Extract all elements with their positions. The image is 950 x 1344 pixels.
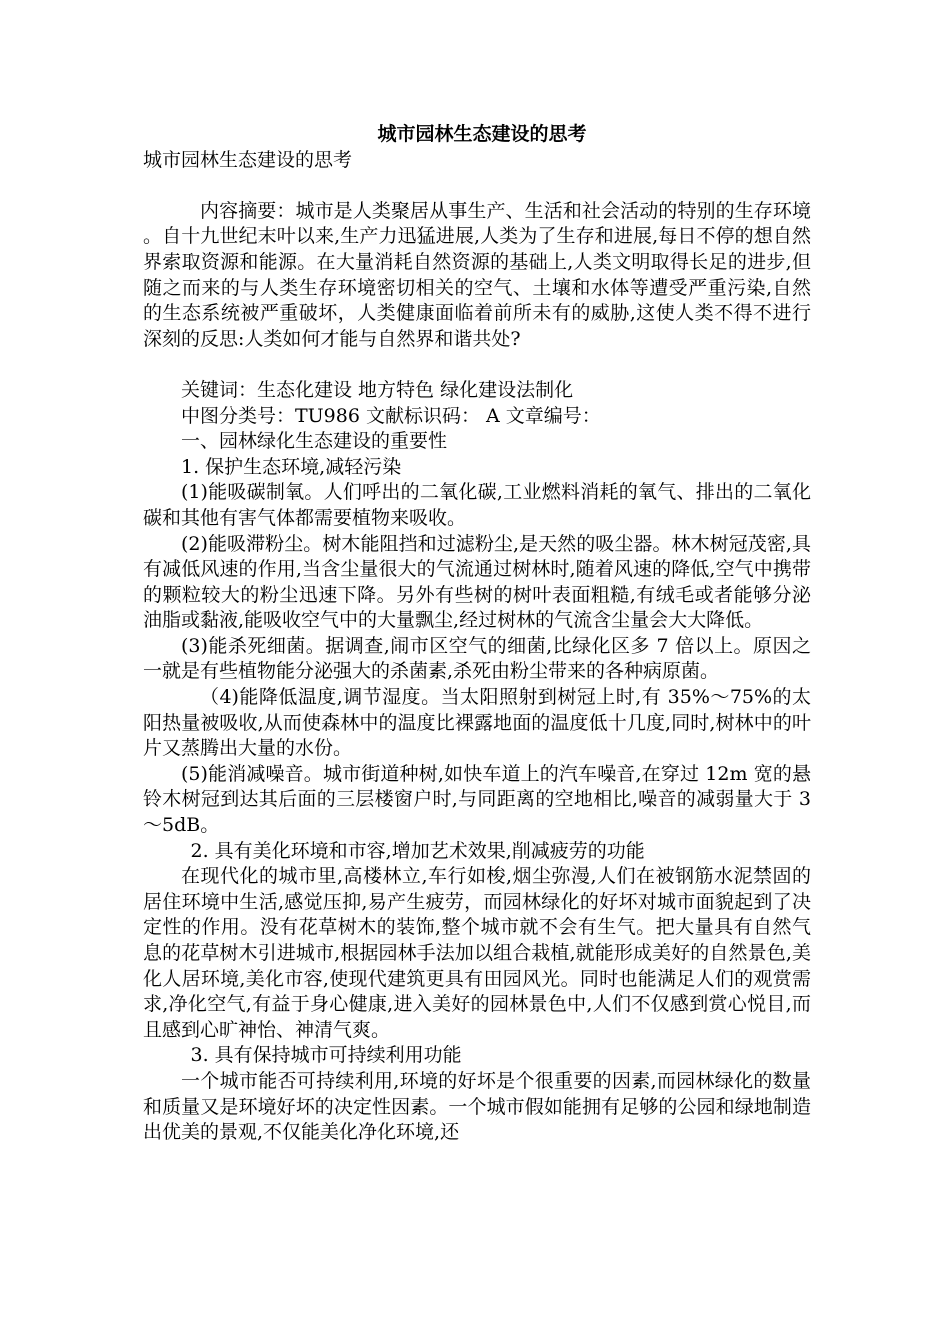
body-paragraph-4: （4)能降低温度,调节湿度。当太阳照射到树冠上时,有 35%～75%的太阳热量被吸收,从而使森林中的温度比裸露地面的温度低十几度,同时,树林中的叶片又蒸腾出大量的水份。 <box>143 686 811 760</box>
abstract-paragraph: 内容摘要：城市是人类聚居从事生产、生活和社会活动的特别的生存环境。自十九世纪末叶以来,生产力迅猛进展,人类为了生存和进展,每日不停的想自然界索取资源和能源。在大量消耗自然资源的基础上,人类文明取得长足的进步,但随之而来的与人类生存环境密切相关的空气、土壤和水体等遭受严重污染,自然的生态系统被严重破坏，人类健康面临着前所未有的威胁,这使人类不得不进行深刻的反思:人类如何才能与自然界和谐共处? <box>143 199 811 350</box>
spacer <box>143 352 811 378</box>
document-subtitle: 城市园林生态建设的思考 <box>143 148 353 171</box>
body-paragraph-5: (5)能消减噪音。城市街道种树,如快车道上的汽车噪音,在穿过 12m 宽的悬铃木树冠到达其后面的三层楼窗户时,与同距离的空地相比,噪音的减弱量大于 3～5dB。 <box>143 762 811 837</box>
body-paragraph-1: (1)能吸碳制氧。人们呼出的二氧化碳,工业燃料消耗的氧气、排出的二氧化碳和其他有害气体都需要植物来吸收。 <box>143 481 811 529</box>
subsection-heading-3: 3. 具有保持城市可持续利用功能 <box>190 1044 462 1067</box>
document-page <box>143 122 811 1146</box>
classification-line: 中图分类号：TU986 文献标识码： A 文章编号： <box>181 404 601 427</box>
body-paragraph-2: (2)能吸滞粉尘。树木能阻挡和过滤粉尘,是天然的吸尘器。林木树冠茂密,具有减低风速的作用,当含尘量很大的气流通过树林时,随着风速的降低,空气中携带的颗粒较大的粉尘迅速下降。另外有些树的树叶表面粗糙,有绒毛或者能够分泌油脂或黏液,能吸收空气中的大量飘尘,经过树林的气流含尘量会大大降低。 <box>143 532 811 632</box>
keywords-line: 关键词：生态化建设 地方特色 绿化建设法制化 <box>181 378 574 401</box>
body-paragraph-3: (3)能杀死细菌。据调查,闹市区空气的细菌,比绿化区多 7 倍以上。原因之一就是有些植物能分泌强大的杀菌素,杀死由粉尘带来的各种病原菌。 <box>143 634 811 683</box>
spacer <box>143 173 811 199</box>
body-paragraph-7: 一个城市能否可持续利用,环境的好坏是个很重要的因素,而园林绿化的数量和质量又是环境好坏的决定性因素。一个城市假如能拥有足够的公园和绿地制造出优美的景观,不仅能美化净化环境,还 <box>143 1069 811 1144</box>
section-heading-1: 一、园林绿化生态建设的重要性 <box>181 430 448 453</box>
document-title: 城市园林生态建设的思考 <box>377 123 587 145</box>
body-paragraph-6: 在现代化的城市里,高楼林立,车行如梭,烟尘弥漫,人们在被钢筋水泥禁固的居住环境中生活,感觉压抑,易产生疲劳，而园林绿化的好坏对城市面貌起到了决定性的作用。没有花草树木的装饰,整个城市就不会有生气。把大量具有自然气息的花草树木引进城市,根据园林手法加以组合栽植,就能形成美好的自然景色,美化人居环境,美化市容,使现代建筑更具有田园风光。同时也能满足人们的观赏需求,净化空气,有益于身心健康,进入美好的园林景色中,人们不仅感到赏心悦目,而且感到心旷神怡、神清气爽。 <box>143 865 811 1041</box>
subsection-heading-1: 1. 保护生态环境,减轻污染 <box>181 455 402 478</box>
subsection-heading-2: 2. 具有美化环境和市容,增加艺术效果,削减疲劳的功能 <box>190 839 645 862</box>
